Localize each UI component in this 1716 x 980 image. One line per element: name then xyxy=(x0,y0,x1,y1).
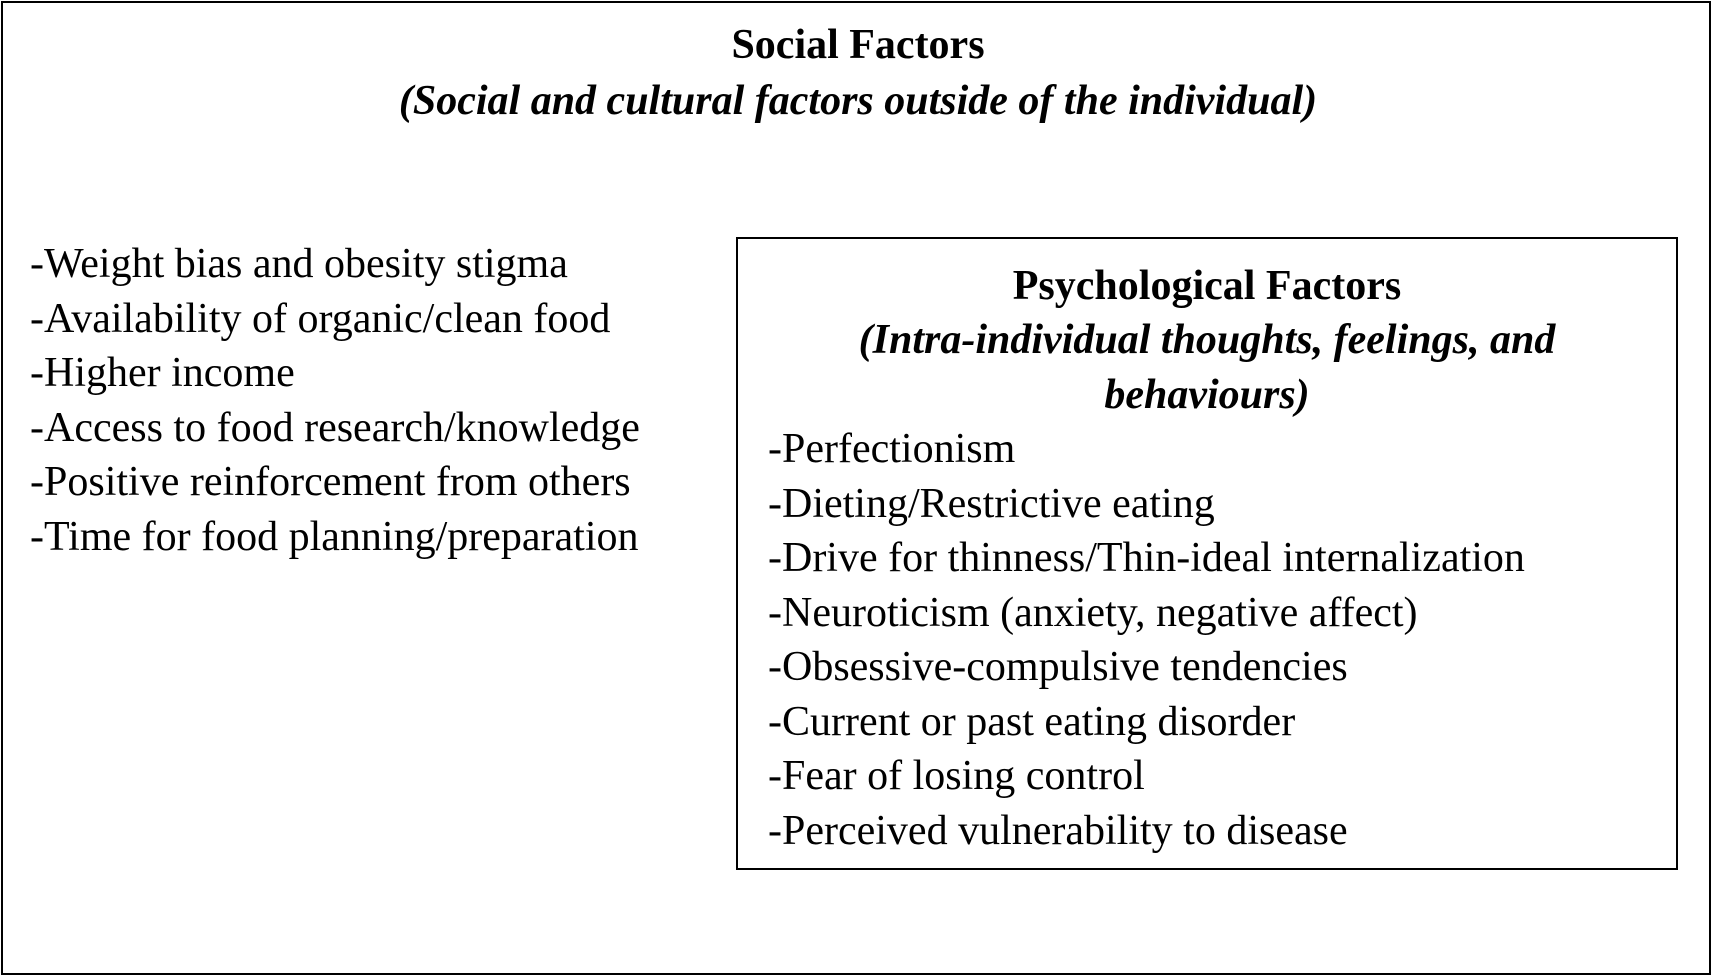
social-factor-item: -Weight bias and obesity stigma xyxy=(30,241,568,287)
social-factor-item: -Time for food planning/preparation xyxy=(30,513,639,560)
social-factor-item: -Access to food research/knowledge xyxy=(30,404,640,451)
psychological-factor-item: -Drive for thinness/Thin-ideal internalization xyxy=(768,535,1525,581)
social-factor-item: -Availability of organic/clean food xyxy=(30,295,611,342)
social-factors-subtitle: (Social and cultural factors outside of the individual) xyxy=(398,78,1318,124)
psychological-factor-item: -Neuroticism (anxiety, negative affect) xyxy=(768,589,1418,636)
psychological-factor-item: -Fear of losing control xyxy=(768,753,1145,799)
psychological-factors-title: Psychological Factors xyxy=(1012,263,1402,309)
psychological-factor-item: -Dieting/Restrictive eating xyxy=(768,480,1215,527)
social-factors-list xyxy=(30,237,640,564)
social-factor-item: -Higher income xyxy=(30,350,295,396)
social-factors-title: Social Factors xyxy=(731,22,985,68)
psychological-factor-item: -Obsessive-compulsive tendencies xyxy=(768,644,1348,690)
psychological-factors-subtitle: (Intra-individual thoughts, feelings, and behaviours) xyxy=(858,317,1556,418)
psychological-factor-item: -Current or past eating disorder xyxy=(768,698,1296,745)
psychological-factor-item: -Perfectionism xyxy=(768,426,1016,472)
psychological-factors-list xyxy=(768,422,1525,858)
psychological-factors-box xyxy=(736,237,1678,870)
psychological-factor-item: -Perceived vulnerability to disease xyxy=(768,807,1348,854)
social-factor-item: -Positive reinforcement from others xyxy=(30,459,631,505)
